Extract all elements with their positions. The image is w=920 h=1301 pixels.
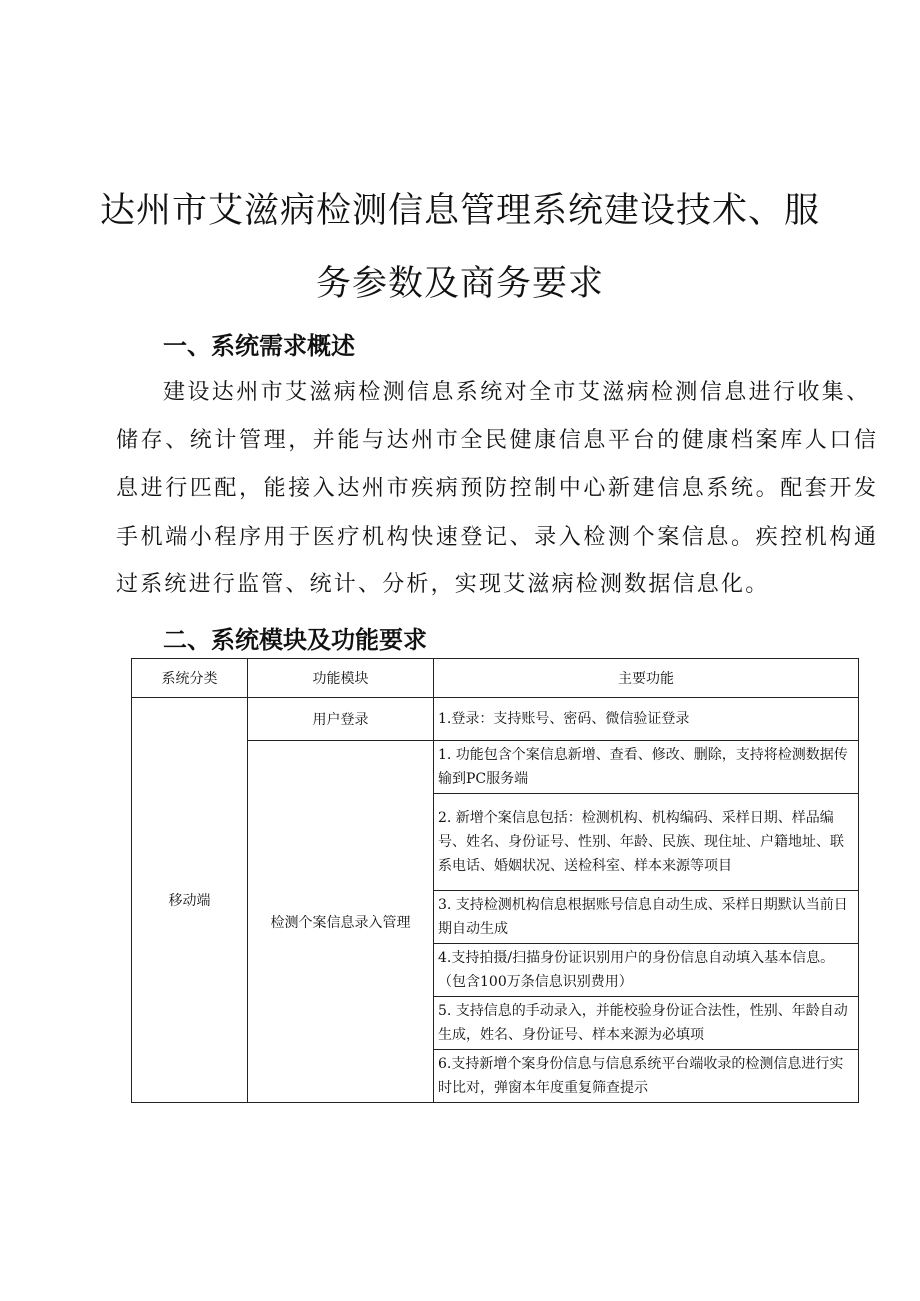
table-row: [132, 698, 859, 741]
function-cell: 3. 支持检测机构信息根据账号信息自动生成、采样日期默认当前日期自动生成: [434, 891, 859, 944]
title-line-2: 务参数及商务要求: [315, 264, 604, 304]
section-1-heading: 一、系统需求概述: [163, 332, 355, 360]
header-category: 系统分类: [132, 659, 248, 698]
function-cell: 1.登录：支持账号、密码、微信验证登录: [434, 698, 859, 741]
module-cell-login: 用户登录: [248, 698, 434, 741]
table-header-row: [132, 659, 859, 698]
function-cell: 4.支持拍摄/扫描身份证识别用户的身份信息自动填入基本信息。（包含100万条信息识别费用）: [434, 944, 859, 997]
title-line-1: 达州市艾滋病检测信息管理系统建设技术、服: [99, 191, 820, 231]
paragraph-line: 储存、统计管理，并能与达州市全民健康信息平台的健康档案库人口信: [116, 428, 879, 453]
paragraph-line: 过系统进行监管、统计、分析，实现艾滋病检测数据信息化。: [116, 572, 770, 597]
function-cell: 5. 支持信息的手动录入，并能校验身份证合法性，性别、年龄自动生成，姓名、身份证号、样本来源为必填项: [434, 997, 859, 1050]
category-cell: 移动端: [132, 698, 248, 1103]
paragraph-line: 息进行匹配，能接入达州市疾病预防控制中心新建信息系统。配套开发: [116, 476, 879, 501]
header-function: 主要功能: [434, 659, 859, 698]
function-cell: 1. 功能包含个案信息新增、查看、修改、删除，支持将检测数据传输到PC服务端: [434, 741, 859, 794]
paragraph-line: 手机端小程序用于医疗机构快速登记、录入检测个案信息。疾控机构通: [116, 525, 879, 550]
function-cell: 2. 新增个案信息包括：检测机构、机构编码、采样日期、样品编号、姓名、身份证号、性别、年龄、民族、现住址、户籍地址、联系电话、婚姻状况、送检科室、样本来源等项目: [434, 794, 859, 891]
header-module: 功能模块: [248, 659, 434, 698]
module-cell-record: 检测个案信息录入管理: [248, 741, 434, 1103]
function-requirements-table: [131, 658, 859, 1103]
function-cell: 6.支持新增个案身份信息与信息系统平台端收录的检测信息进行实时比对，弹窗本年度重复筛查提示: [434, 1050, 859, 1103]
section-2-heading: 二、系统模块及功能要求: [163, 626, 427, 654]
paragraph-line: 建设达州市艾滋病检测信息系统对全市艾滋病检测信息进行收集、: [163, 380, 871, 405]
